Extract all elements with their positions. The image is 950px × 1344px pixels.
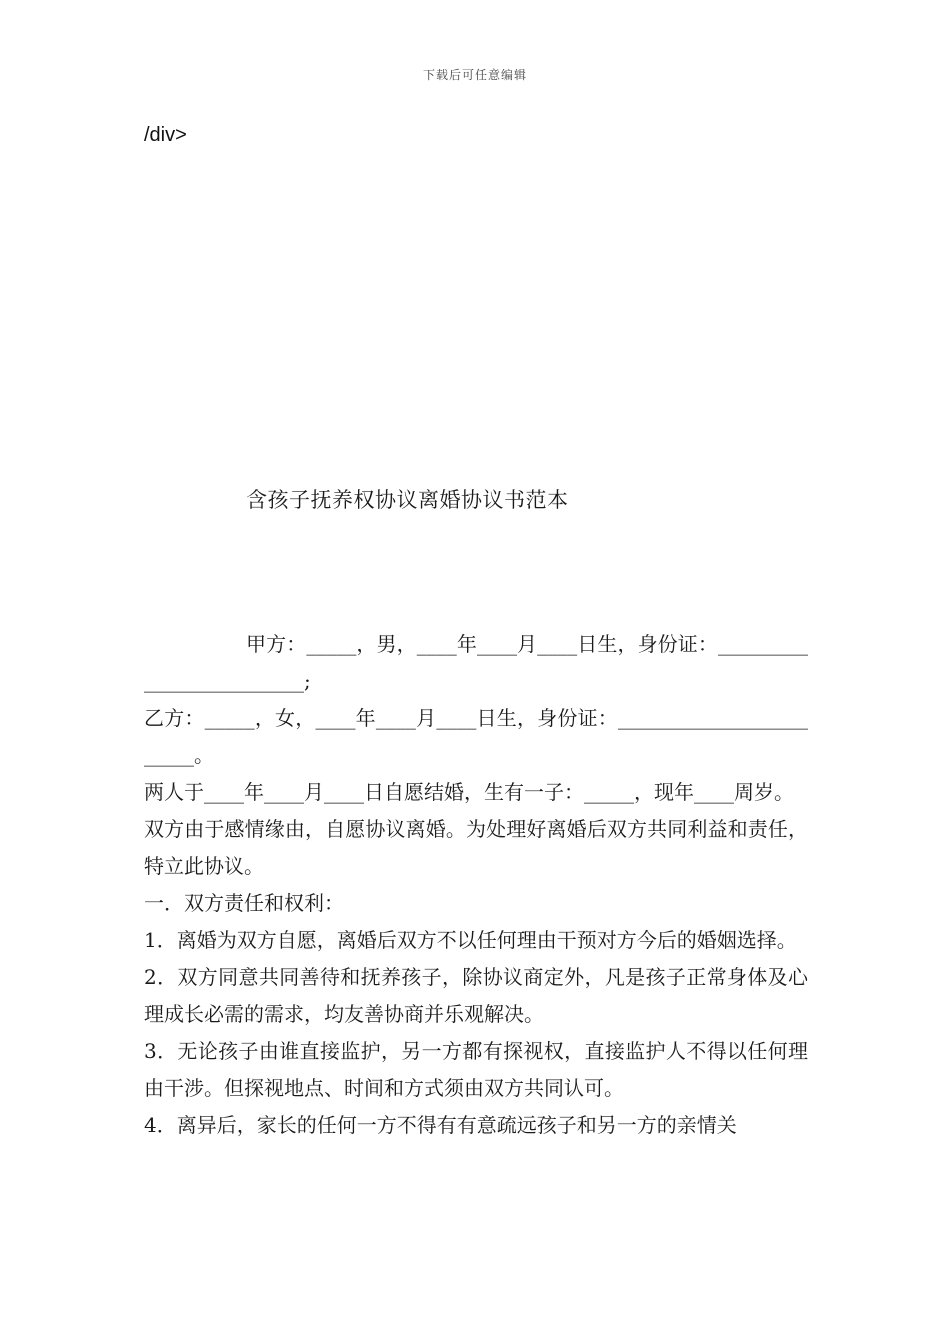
stray-code-fragment: /div> bbox=[144, 124, 187, 146]
document-title: 含孩子抚养权协议离婚协议书范本 bbox=[246, 488, 569, 512]
section-heading-responsibilities: 一．双方责任和权利： bbox=[144, 891, 344, 915]
party-b-line: 乙方：_____，女，____年____月____日生，身份证：________________________。 bbox=[144, 706, 808, 767]
clause-4: 4．离异后，家长的任何一方不得有有意疏远孩子和另一方的亲情关 bbox=[144, 1113, 737, 1137]
party-a-line: 甲方：_____，男，____年____月____日生，身份证：_________________________; bbox=[144, 632, 808, 693]
clause-2: 2．双方同意共同善待和抚养孩子，除协议商定外，凡是孩子正常身体及心理成长必需的需求，均友善协商并乐观解决。 bbox=[144, 965, 808, 1026]
document-body bbox=[144, 626, 808, 1144]
clause-3: 3．无论孩子由谁直接监护，另一方都有探视权，直接监护人不得以任何理由干涉。但探视地点、时间和方式须由双方共同认可。 bbox=[144, 1039, 808, 1100]
clause-1: 1．离婚为双方自愿，离婚后双方不以任何理由干预对方今后的婚姻选择。 bbox=[144, 928, 797, 952]
purpose-paragraph: 双方由于感情缘由，自愿协议离婚。为处理好离婚后双方共同利益和责任，特立此协议。 bbox=[144, 817, 808, 878]
marriage-info-paragraph: 两人于____年____月____日自愿结婚，生有一子：_____，现年____周岁。 bbox=[144, 780, 794, 804]
page-header-note: 下载后可任意编辑 bbox=[422, 68, 527, 82]
